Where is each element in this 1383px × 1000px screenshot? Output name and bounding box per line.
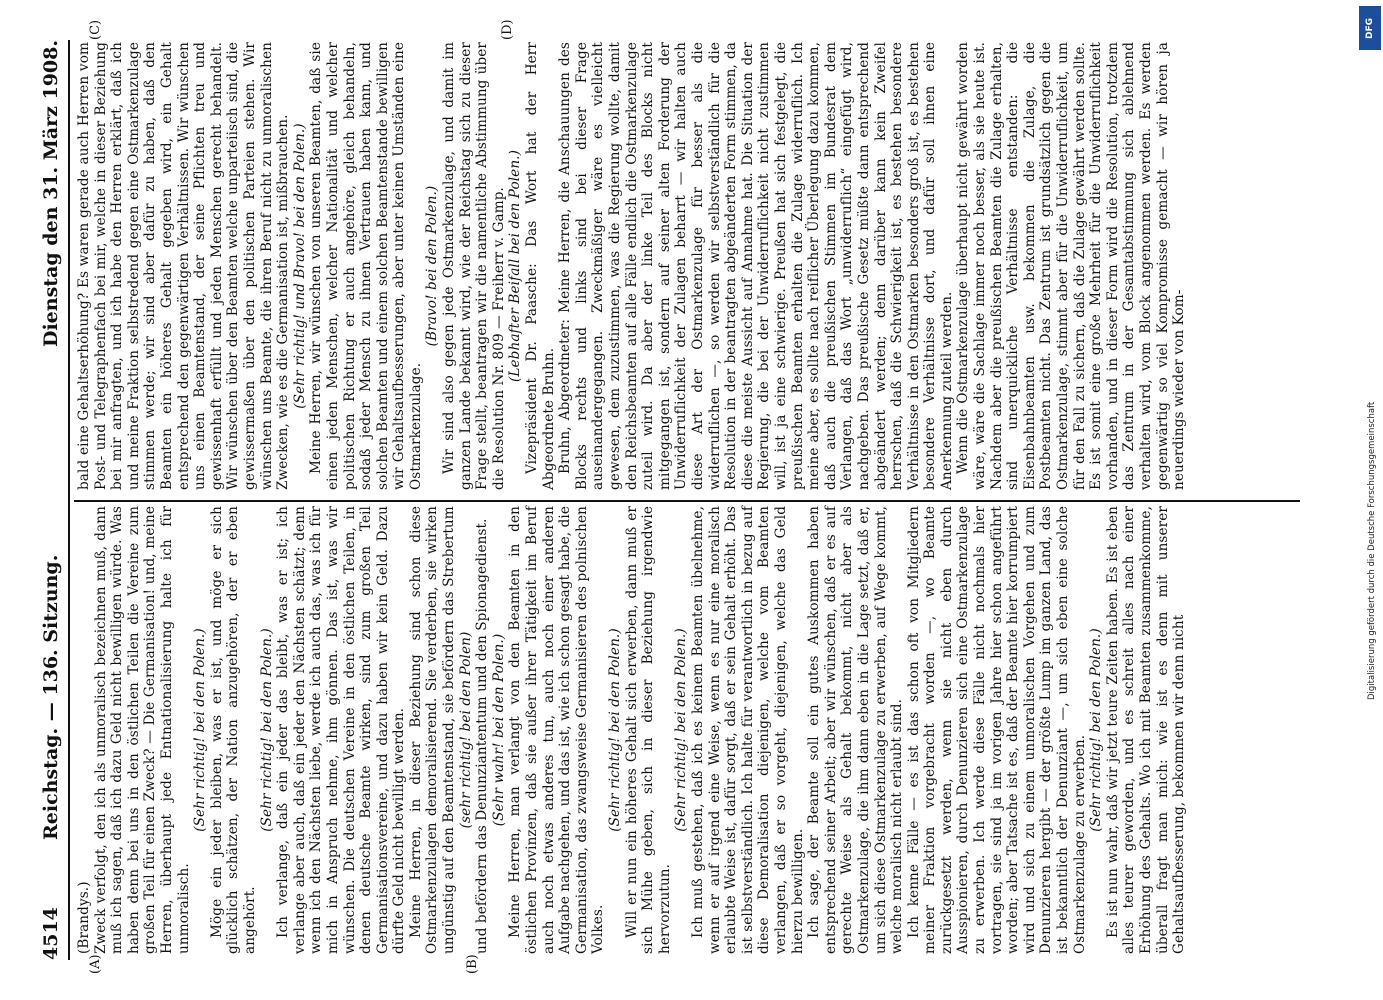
interjection: (Sehr richtig! und Bravo! bei den Polen.) [291, 123, 308, 409]
left-column [76, 506, 1188, 954]
page-number: 4514 [40, 907, 62, 960]
margin-marker-c: (C) [88, 19, 103, 40]
column-divider [74, 500, 1300, 502]
interjection: (Sehr richtig! bei den Polen.) [673, 628, 690, 832]
speaker-reference: (Brandys.) [76, 881, 92, 954]
interjection: (Sehr richtig! bei den Polen.) [607, 628, 623, 832]
interjection: (Lebhafter Beifall bei den Polen.) [507, 149, 524, 383]
interjection: (Sehr richtig! bei den Polen.) [258, 628, 275, 832]
paragraph: Meine Herren, wir wünschen von unseren Beamten, daß sie einen jeden Menschen, welcher Nationalität und welcher politischen Richtung er auch angehöre, gleich behandeln, sodaß jeder Mensch zu ihnen Vertrauen haben kann, und solchen Beamten und einem solchen Beamtenstande bewilligen wir Gehaltsaufbesserungen, aber unter keinen Umständen eine Ostmarkenzulage. [308, 42, 424, 490]
paragraph: Ich sage, der Beamte soll ein gutes Auskommen haben entsprechend seiner Arbeit; aber wir wünschen, daß er es auf gerechte Weise als Gehalt bekommt, nicht aber als Ostmarkenzulage, die ihm dann eben in die Lage setzt, daß er, um sich diese Ostmarkenzulage zu erwerben, auf Wege kommt, welche moralisch nicht erlaubt sind. [806, 506, 906, 954]
paragraph: und befördern das Denunziantentum und den Spionagedienst. [474, 518, 491, 954]
interjection: (Bravo! bei den Polen.) [424, 185, 441, 347]
header-rule [68, 40, 70, 960]
paragraph: Es ist nun wahr, daß wir jetzt teure Zeiten haben. Es ist eben alles teurer geworden, und es schreit alles nach einer Erhöhung des Gehalts. Wo ich mit Beamten zusammenkomme, überall fragt man mich: wie ist es denn mit unserer Gehaltsaufbesserung, bekommen wir denn nicht [1104, 506, 1188, 954]
margin-marker-b: (B) [465, 954, 480, 974]
paragraph: Ich kenne Fälle — es ist das schon oft von Mitgliedern meiner Fraktion vorgebracht worden —, wo Beamte zurückgesetzt werden, wenn sie nicht eben durch Ausspionieren, durch Denunzieren sich eine Ostmarkenzulage zu erwerben. Ich werde diese Fälle nicht nochmals hier vortragen, sie sind ja im vorigen Jahre hier schon angeführt worden; aber Tatsache ist es, daß der Beamte hier korrumpiert wird und sich zu einem unmoralischen Vorgehen und zum Denunzieren hergibt — der größte Lump im ganzen Land, das ist bekanntlich der Denunziant —, um sich eben eine solche Ostmarkenzulage zu erwerben. [905, 506, 1088, 954]
digitization-credit: Digitalisierung gefördert durch die Deutsche Forschungsgemeinschaft [1367, 401, 1377, 700]
interjection: (Sehr richtig! bei den Polen.) [1088, 628, 1105, 832]
margin-marker-a: (A) [88, 954, 103, 974]
paragraph: Meine Herren, man verlangt von den Beamten in den östlichen Provinzen, daß sie außer ihrer Tätigkeit im Beruf auch noch etwas anderes tun, auch noch einer anderen Aufgabe nachgehen, und das ist, wie ich schon gesagt habe, die Germanisation, das zwangsweise Germanisieren des polnischen Volkes. [507, 506, 607, 954]
paragraph: Vizepräsident Dr. Paasche: Das Wort hat der Herr Abgeordnete Bruhn. [524, 42, 557, 490]
running-title-left: Reichstag. — 136. Sitzung. [40, 554, 62, 840]
right-column [76, 42, 1188, 490]
interjection: (Sehr richtig! bei den Polen.) [192, 628, 209, 832]
dfg-logo: DFG [1359, 6, 1381, 50]
interjection: (Sehr wahr! bei den Polen.) [490, 633, 507, 827]
paragraph: Wir sind also gegen jede Ostmarkenzulage, und damit im ganzen Lande bekannt wird, wie der Reichstag sich zu dieser Frage stellt, beantragen wir die namentliche Abstimmung über die Resolution Nr. 809 — Freiherr v. Gamp. [441, 42, 507, 490]
interjection: (sehr richtig! bei den Polen) [457, 631, 474, 829]
page-header [40, 40, 70, 960]
paragraph: Zweck verfolgt, den ich als unmoralisch bezeichnen muß, dann muß ich sagen, daß ich dazu Geld nicht bewilligen würde. Was haben denn bei uns in den östlichen Teilen die Vereine zum großen Teil für einen Zweck? — Die Germanisation! und, meine Herren, überhaupt jede Entnationalisierung halte ich für unmoralisch. [92, 506, 192, 954]
paragraph: Bruhn, Abgeordneter: Meine Herren, die Anschauungen des Blocks rechts und links sind bei dieser Frage auseinandergegangen. Zweckmäßiger wäre es vielleicht gewesen, dem zuzustimmen, was die Regierung wollte, damit den Reichsbeamten auf alle Fälle endlich die Ostmarkenzulage zuteil wird. Da aber der linke Teil des Blocks nicht mitgegangen ist, sondern auf seiner alten Forderung der Unwiderruflichkeit der Zulagen beharrt — wir halten auch diese Art der Ostmarkenzulage für besser als die widerruflichen —, so werden wir selbstverständlich für die Resolution in der beantragten abgeänderten Form stimmen, da diese die meiste Aussicht auf Annahme hat. Die Situation der Regierung, die bei der Unwiderruflichkeit nicht zustimmen will, ist ja eine schwierige. Preußen hat sich festgelegt, die preußischen Beamten erhalten die Zulage widerruflich. Ich meine aber, es sollte nach reiflicher Überlegung dazu kommen, daß auch die preußischen Stimmen im Bundesrat dem Verlangen, daß das Wort „unwiderruflich“ eingefügt wird, nachgeben. Das preußische Gesetz müßte dann entsprechend abgeändert werden; denn darüber kann kein Zweifel herrschen, daß die Schwierigkeit ist, es bestehen besondere Verhältnisse in den Ostmarken besonders groß ist, es bestehen besondere Verhältnisse dort, und dafür soll ihnen eine Anerkennung zuteil werden. [557, 42, 955, 490]
paragraph: Will er nun ein höheres Gehalt sich erwerben, dann muß er sich Mühe geben, sich in dieser Beziehung irgendwie hervorzutun. [623, 506, 673, 954]
paragraph: Möge ein jeder bleiben, was er ist, und möge er sich glücklich schätzen, der Nation anzugehören, der er eben angehört. [208, 506, 258, 954]
paragraph: Ich verlange, daß ein jeder das bleibt, was er ist; ich verlange aber auch, daß ein jeder den Nächsten schätzt; denn wenn ich den Nächsten liebe, werde ich auch das, was ich für mich in Anspruch nehme, ihm gönnen. Das ist, was wir wünschen. Die deutschen Vereine in den östlichen Teilen, in denen deutsche Beamte wirken, sind zum großen Teil Germanisationsvereine, und dazu haben wir kein Geld. Dazu dürfte Geld nicht bewilligt werden. [275, 506, 408, 954]
paragraph: Meine Herren, in dieser Beziehung sind schon diese Ostmarkenzulagen demoralisierend. Sie verderben, sie wirken ungünstig auf den Beamtenstand, sie befördern das Strebertum [407, 506, 458, 954]
paragraph: Wenn die Ostmarkenzulage überhaupt nicht gewährt worden wäre, wäre die Sachlage immer noch besser, als sie heute ist. Nachdem aber die preußischen Beamten die Zulage erhalten, sind unerquickliche Verhältnisse entstanden: die Eisenbahnbeamten usw. bekommen die Zulage, die Postbeamten nicht. Das Zentrum ist grundsätzlich gegen die Ostmarkenzulage, stimmt aber für die Unwiderruflichkeit, um für den Fall zu sichern, daß die Zulage gewährt werden sollte. Es ist somit eine große Mehrheit für die Unwiderruflichkeit vorhanden, und in dieser Form wird die Resolution, trotzdem das Zentrum in der Gesamtabstimmung sich ablehnend verhalten wird, vom Block angenommen werden. Es werden gegenwärtig so viel Kompromisse gemacht — wir hören ja neuerdings wieder von Kom- [955, 42, 1188, 490]
paragraph: Ich muß gestehen, daß ich es keinem Beamten übelnehme, wenn er auf irgend eine Weise, wenn es nur eine moralisch erlaubte Weise ist, dafür sorgt, daß er sein Gehalt erhöht. Das ist selbstverständlich. Ich halte für verantwortlich in bezug auf diese Demoralisation diejenigen, welche vom Beamten verlangen, daß er so vorgeht, diejenigen, welche das Geld hierzu bewilligen. [689, 506, 806, 954]
margin-marker-d: (D) [500, 19, 515, 40]
running-title-right: Dienstag den 31. März 1908. [40, 40, 62, 348]
paragraph: bald eine Gehaltserhöhung? Es waren gerade auch Herren vom Post- und Telegraphenfach bei mir, welche in dieser Beziehung bei mir anfragten, und ich habe den Herren erklärt, daß ich und meine Fraktion selbstredend gegen eine Ostmarkenzulage stimmen werde; wir sind aber dafür zu haben, daß den Beamten ein höheres Gehalt gegeben wird, ein Gehalt entsprechend den gegenwärtigen Verhältnissen. Wir wünschen uns einen Beamtenstand, der seine Pflichten treu und gewissenhaft erfüllt und jeden Menschen gerecht behandelt. Wir wünschen über den Beamten welche unparteiisch sind, die gewissermaßen über den politischen Parteien stehen. Wir wünschen uns Beamte, die ihren Beruf nicht zu unmoralischen Zwecken, wie es die Germanisation ist, mißbrauchen. [76, 42, 292, 490]
